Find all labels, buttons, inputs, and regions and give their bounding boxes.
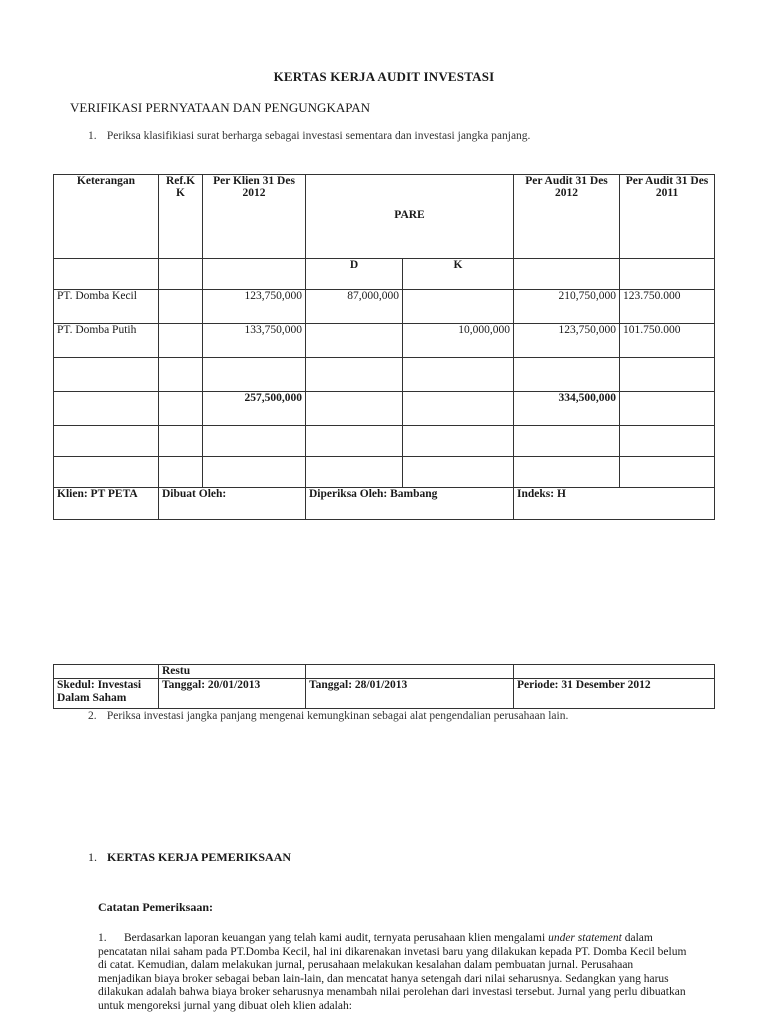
table-cell <box>514 457 620 488</box>
table-cell <box>306 324 403 358</box>
table-cell <box>403 457 514 488</box>
header-empty-cell <box>203 259 306 290</box>
paragraph-text-part2: dalam pencatatan nilai saham pada PT.Domba Kecil, hal ini dikarenakan invetasi baru yang dilakukan kepada PT. Domba Kecil belum di catat. Kemudian, dalam melakukan jurnal, perusahaan melakukan kesalahan dalam pembuatan jurnal. Perusahaan menjadikan biaya broker sebagai beban lain-lain, dan mencatat hanya setengah dari nilai seharusnya. Sedangkan yang harus dilakukan adalah bahwa biaya broker seharusnya menambah nilai perolehan dari investasi tersebut. Jurnal yang perlu dibuatkan untuk mengoreksi jurnal yang dibuat oleh klien adalah: <box>98 932 687 1012</box>
header-per-audit-2012: Per Audit 31 Des 2012 <box>514 175 620 259</box>
table-cell <box>159 426 203 457</box>
tanggal-dibuat: Tanggal: 20/01/2013 <box>159 679 306 709</box>
section-number: 1. <box>88 850 97 864</box>
table-cell <box>403 426 514 457</box>
table-cell: 10,000,000 <box>403 324 514 358</box>
periode-label: Periode: 31 Desember 2012 <box>514 679 715 709</box>
table-cell <box>306 392 403 426</box>
catatan-paragraph <box>98 932 688 1013</box>
section-subtitle: VERIFIKASI PERNYATAAN DAN PENGUNGKAPAN <box>70 100 371 115</box>
table-cell: 210,750,000 <box>514 290 620 324</box>
header-pare: PARE <box>306 175 514 259</box>
header-k: K <box>403 259 514 290</box>
table-row <box>54 290 715 324</box>
table-cell <box>159 324 203 358</box>
audit-table <box>53 174 715 520</box>
table-cell: PT. Domba Kecil <box>54 290 159 324</box>
table-cell <box>306 358 403 392</box>
paragraph-text-part1: Berdasarkan laporan keuangan yang telah kami audit, ternyata perusahaan klien mengalami <box>124 932 549 944</box>
paragraph-italic-term: under statement <box>548 932 622 944</box>
table-footer-row <box>54 488 715 520</box>
header-empty-cell <box>514 259 620 290</box>
table-cell: 133,750,000 <box>203 324 306 358</box>
table-cell <box>306 457 403 488</box>
list-item-text: Periksa klasifikiasi surat berharga sebagai investasi sementara dan investasi jangka panjang. <box>106 130 531 142</box>
footer-diperiksa: Diperiksa Oleh: Bambang <box>306 488 514 520</box>
list-item-number: 2. <box>88 710 97 722</box>
table-cell <box>514 665 715 679</box>
table-cell <box>306 426 403 457</box>
header-per-audit-2011: Per Audit 31 Des 2011 <box>620 175 715 259</box>
total-per-audit: 334,500,000 <box>514 392 620 426</box>
table-cell <box>54 665 159 679</box>
header-empty-cell <box>159 259 203 290</box>
tanggal-diperiksa: Tanggal: 28/01/2013 <box>306 679 514 709</box>
table-cell <box>620 426 715 457</box>
header-per-klien: Per Klien 31 Des 2012 <box>203 175 306 259</box>
schedule-table <box>53 664 715 709</box>
table-cell: 87,000,000 <box>306 290 403 324</box>
table-cell: 123,750,000 <box>514 324 620 358</box>
table-cell <box>203 457 306 488</box>
restu-label: Restu <box>159 665 306 679</box>
paragraph-number: 1. <box>98 932 107 944</box>
footer-indeks: Indeks: H <box>514 488 715 520</box>
table-cell <box>159 358 203 392</box>
catatan-heading: Catatan Pemeriksaan: <box>98 900 213 914</box>
table-cell <box>620 358 715 392</box>
table-cell <box>159 457 203 488</box>
table-row <box>54 358 715 392</box>
page-title: KERTAS KERJA AUDIT INVESTASI <box>273 69 495 84</box>
footer-dibuat: Dibuat Oleh: <box>159 488 306 520</box>
total-per-klien: 257,500,000 <box>203 392 306 426</box>
header-empty-cell <box>54 259 159 290</box>
footer-klien: Klien: PT PETA <box>54 488 159 520</box>
table-row-total <box>54 392 715 426</box>
table-cell <box>403 290 514 324</box>
list-item-number: 1. <box>88 130 97 142</box>
header-empty-cell <box>620 259 715 290</box>
list-item-text: Periksa investasi jangka panjang mengenai kemungkinan sebagai alat pengendalian perusahaan lain. <box>106 710 569 722</box>
section-heading <box>88 850 291 865</box>
table-cell <box>203 426 306 457</box>
table-cell <box>306 665 514 679</box>
header-keterangan: Keterangan <box>54 175 159 259</box>
list-item-2 <box>88 710 568 722</box>
table-cell <box>54 457 159 488</box>
table-cell <box>620 392 715 426</box>
table-row <box>54 324 715 358</box>
table-cell: 101.750.000 <box>620 324 715 358</box>
table-row <box>54 457 715 488</box>
table-cell <box>514 358 620 392</box>
header-ref: Ref.K K <box>159 175 203 259</box>
table-cell <box>159 290 203 324</box>
table-cell <box>54 392 159 426</box>
section-title: KERTAS KERJA PEMERIKSAAN <box>107 850 292 864</box>
table-cell <box>54 426 159 457</box>
table-cell <box>54 358 159 392</box>
table-row <box>54 426 715 457</box>
table-cell <box>203 358 306 392</box>
table-cell <box>159 392 203 426</box>
list-item-1 <box>88 130 530 142</box>
table-cell: PT. Domba Putih <box>54 324 159 358</box>
skedul-label: Skedul: Investasi Dalam Saham <box>54 679 159 709</box>
table-cell <box>403 392 514 426</box>
header-d: D <box>306 259 403 290</box>
table-cell: 123,750,000 <box>203 290 306 324</box>
table-cell <box>514 426 620 457</box>
table-cell: 123.750.000 <box>620 290 715 324</box>
table-cell <box>403 358 514 392</box>
table-cell <box>620 457 715 488</box>
